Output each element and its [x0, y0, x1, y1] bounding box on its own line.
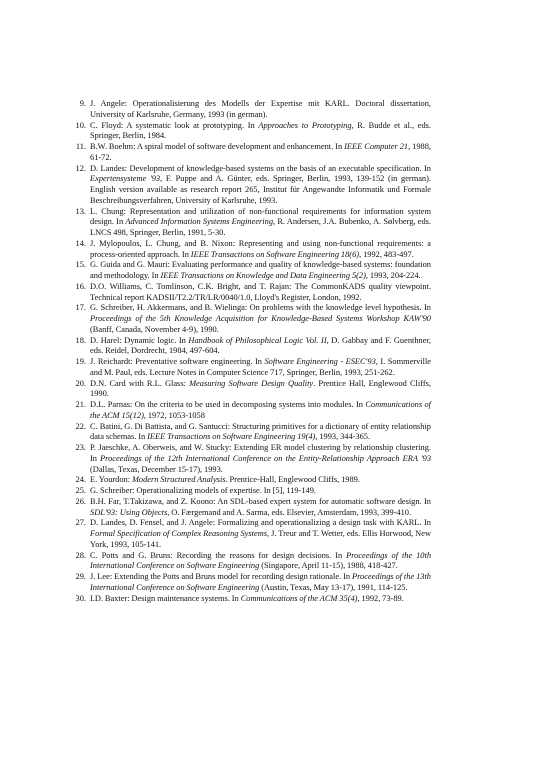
reference-item: [66, 551, 431, 573]
reference-number: 20 .: [66, 379, 86, 390]
reference-number: 27 .: [66, 518, 86, 529]
reference-text: D.O. Williams, C. Tomlinson, C.K. Bright, and T. Rajan: The CommonKADS quality viewpoint. Technical report KADSII/T2.2/TR/LR/0040/1.0, Lloyd's Register, London, 1992.: [90, 281, 431, 302]
reference-text: , O. Færgemand and A. Sarma, eds. Elsevier, Amsterdam, 1993, 399-410.: [167, 507, 412, 517]
reference-text: (Austin, Texas, May 13-17), 1991, 114-125.: [259, 582, 408, 592]
reference-text: B.H. Far, T.Takizawa, and Z. Koono: An SDL-based expert system for automatic software design. In: [90, 496, 431, 506]
reference-item: [66, 239, 431, 261]
reference-text: (Banff, Canada, November 4-9), 1990.: [90, 324, 219, 334]
reference-number: 25 .: [66, 486, 86, 497]
reference-text: D. Landes, D. Fensel, and J. Angele: Formalizing and operationalizing a design task with KARL. In: [90, 518, 431, 528]
reference-text: . Prentice Hall, Englewood Cliffs, 1990.: [90, 378, 431, 399]
reference-item: [66, 486, 431, 497]
reference-title-italic: SDL'93: Using Objects: [90, 507, 168, 517]
reference-item: [66, 443, 431, 475]
reference-number: 28 .: [66, 551, 86, 562]
reference-text: J. Reichardt: Preventative software engineering. In: [90, 357, 265, 366]
reference-text: , F. Puppe and A. Günter, eds. Springer, Berlin, 1993, 139-152 (in german). English version available as research report 265, Institut für Angewandte Informatik und Formale Beschreibungsverfahren, University of Karlsruhe, 1993.: [90, 174, 432, 205]
reference-number: 15 .: [66, 260, 86, 271]
reference-item: [66, 572, 431, 594]
reference-title-italic: IEEE Transactions on Knowledge and Data Engineering 5(2): [160, 271, 366, 280]
reference-text: , R. Andersen, J.A. Bubenko, A. Sølvberg, eds. LNCS 498, Springer, Berlin, 1991, 5-30.: [90, 217, 432, 237]
reference-title-italic: Formal Specification of Complex Reasoning Systems: [90, 529, 267, 538]
reference-title-italic: Approaches to Prototyping: [258, 120, 352, 130]
reference-number: 22 .: [66, 422, 86, 433]
reference-number: 29 .: [66, 572, 86, 583]
reference-number: 23 .: [66, 443, 86, 454]
reference-number: 12 .: [66, 164, 86, 175]
reference-text: C. Floyd: A systematic look at prototyping. In: [90, 120, 259, 130]
reference-text: . Prentice-Hall, Englewood Cliffs, 1989.: [225, 475, 360, 485]
reference-number: 18 .: [66, 336, 86, 347]
reference-text: , 1993, 344-365.: [315, 432, 371, 442]
reference-text: G. Guida and G. Mauri: Evaluating performance and quality of knowledge-based systems: foundation and methodology. In: [90, 260, 431, 280]
reference-list: [66, 99, 431, 604]
reference-text: J. Mylopoulos, L. Chung, and B. Nixon: Representing and using non-functional requirements: a process-oriented approach. In: [90, 238, 431, 259]
reference-text: , I. Sommerville and M. Paul, eds. Lecture Notes in Computer Science 717, Springer, Berlin, 1993, 251-262.: [90, 357, 431, 377]
reference-item: [66, 336, 431, 358]
reference-text: G. Schreiber, H. Akkermans, and B. Wielinga: On problems with the knowledge level hypothesis. In: [90, 303, 431, 313]
reference-text: , D. Gabbay and F. Guenthner, eds. Reidel, Dordrecht, 1984, 497-604.: [90, 335, 431, 356]
reference-title-italic: Proceedings of the 10th International Conference on Software Engineering: [90, 550, 432, 571]
reference-title-italic: Advanced Information Systems Engineering: [125, 217, 274, 227]
reference-number: 30 .: [66, 594, 86, 605]
reference-text: D.N. Card with R.L. Glass:: [90, 378, 190, 388]
reference-item: [66, 142, 431, 164]
reference-title-italic: IEEE Transactions on Software Engineering 19(4): [147, 432, 316, 442]
reference-item: [66, 357, 431, 379]
reference-item: [66, 121, 431, 143]
reference-title-italic: Proceedings of the 13th International Conference on Software Engineering: [90, 572, 431, 592]
reference-number: 26 .: [66, 497, 86, 508]
reference-text: C. Potts and G. Bruns: Recording the reasons for design decisions. In: [90, 550, 347, 560]
reference-number: 13 .: [66, 207, 86, 218]
reference-text: , 1972, 1053-1058: [143, 410, 205, 420]
reference-item: [66, 282, 431, 304]
reference-text: J. Lee: Extending the Potts and Bruns model for recording design rationale. In: [90, 572, 352, 581]
reference-number: 9 .: [66, 99, 86, 110]
reference-number: 16 .: [66, 282, 86, 293]
reference-number: 14 .: [66, 239, 86, 250]
reference-item: [66, 207, 431, 239]
reference-item: [66, 164, 431, 207]
reference-item: [66, 303, 431, 335]
reference-text: L. Chung: Representation and utilization of non-functional requirements for information system design. In: [90, 206, 431, 227]
reference-title-italic: Expertensysteme '93: [90, 174, 161, 184]
reference-text: , 1988, 61-72.: [90, 142, 431, 162]
reference-title-italic: Modern Structured Analysis: [131, 475, 226, 485]
reference-item: [66, 400, 431, 422]
reference-number: 21 .: [66, 400, 86, 411]
reference-title-italic: Software Engineering - ESEC'93: [264, 357, 376, 366]
reference-item: [66, 518, 431, 550]
reference-title-italic: IEEE Transactions on Software Engineering 18(6): [190, 249, 360, 259]
reference-item: [66, 594, 431, 605]
reference-title-italic: Proceedings of the 5th Knowledge Acquisition for Knowledge-Based Systems Workshop KAW'90: [90, 314, 431, 323]
reference-title-italic: Proceedings of the 12th International Conference on the Entity-Relationship Approach ERA '93: [100, 453, 432, 463]
reference-text: , J. Treur and T. Wetter, eds. Ellis Horwood, New York, 1993, 105-141.: [90, 529, 431, 549]
reference-text: , 1992, 483-497.: [359, 249, 414, 259]
reference-number: 19 .: [66, 357, 86, 368]
reference-number: 24 .: [66, 475, 86, 486]
reference-text: J. Angele: Operationalisierung des Modells der Expertise mit KARL. Doctoral dissertation, University of Karlsruhe, Germany, 1993 (in german).: [90, 99, 431, 119]
reference-text: C. Batini, G. Di Battista, and G. Santucci: Structuring primitives for a dictionary of entity relationship data schemas. In: [90, 421, 431, 442]
reference-title-italic: Communications of the ACM 15(12): [90, 400, 431, 420]
reference-item: [66, 422, 431, 444]
reference-text: , R. Budde et al., eds. Springer, Berlin, 1984.: [90, 120, 431, 141]
reference-title-italic: Measuring Software Design Quality: [189, 378, 314, 388]
reference-item: [66, 497, 431, 519]
reference-text: , 1993, 204-224.: [365, 271, 421, 280]
reference-text: P. Jaeschke, A. Oberweis, and W. Stucky: Extending ER model clustering by relationship clustering. In: [90, 443, 431, 463]
reference-item: [66, 99, 431, 121]
reference-number: 10 .: [66, 121, 86, 132]
reference-text: G. Schreiber: Operationalizing models of expertise. In [5], 119-149.: [90, 486, 317, 495]
reference-title-italic: Communications of the ACM 35(4): [240, 593, 358, 603]
reference-number: 17 .: [66, 303, 86, 314]
reference-text: (Singapore, April 11-15), 1988, 418-427.: [259, 561, 398, 571]
reference-text: B.W. Boehm: A spiral model of software development and enhancement. In: [90, 142, 345, 151]
reference-title-italic: IEEE Computer 21: [344, 142, 409, 151]
reference-item: [66, 379, 431, 401]
reference-text: E. Yourdon:: [90, 475, 132, 485]
reference-number: 11 .: [66, 142, 86, 153]
reference-text: , 1992, 73-89.: [357, 593, 404, 603]
reference-item: [66, 260, 431, 282]
reference-title-italic: Handbook of Philosophical Logic Vol. II: [188, 335, 327, 345]
reference-text: D.L. Parnas: On the criteria to be used in decomposing systems into modules. In: [90, 400, 366, 409]
reference-item: [66, 475, 431, 486]
reference-text: D. Harel: Dynamic logic. In: [90, 335, 189, 345]
reference-text: (Dallas, Texas, December 15-17), 1993.: [90, 464, 223, 474]
reference-text: D. Landes: Development of knowledge-based systems on the basis of an executable specification. In: [90, 163, 431, 173]
reference-text: I.D. Baxter: Design maintenance systems. In: [90, 593, 241, 603]
